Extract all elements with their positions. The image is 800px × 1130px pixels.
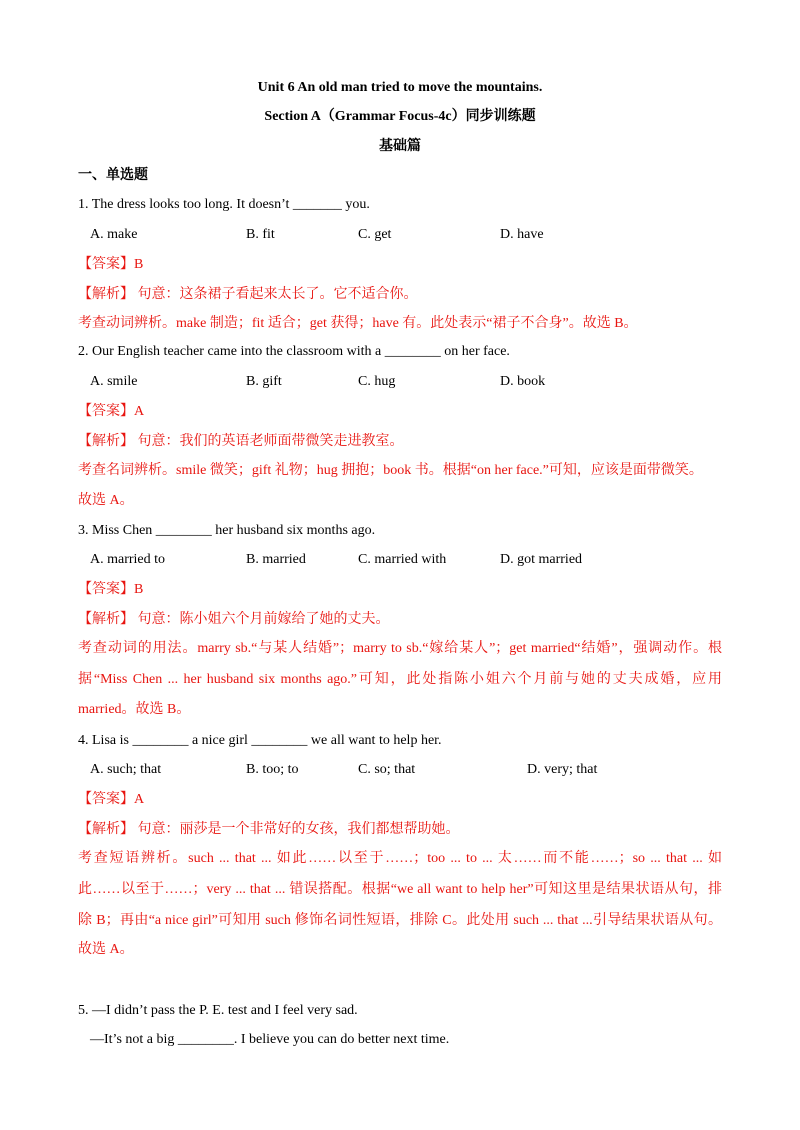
question-3-analysis-line: 【解析】 句意：陈小姐六个月前嫁给了她的丈夫。 xyxy=(78,612,390,627)
question-2-stem: 2. Our English teacher came into the classroom with a ________ on her face. xyxy=(78,344,510,359)
question-4-analysis-line: 【解析】 句意：丽莎是一个非常好的女孩，我们都想帮助她。 xyxy=(78,822,460,837)
question-2-analysis-line: 故选 A。 xyxy=(78,493,134,508)
question-4-analysis-line: 除 B；再由“a nice girl”可知用 such 修饰名词性短语，排除 C。此处用 such ... that ...引导结果状语从句。 xyxy=(78,913,722,928)
question-1-answer: 【答案】B xyxy=(78,257,144,272)
option-c: C. get xyxy=(358,227,392,242)
option-d: D. very; that xyxy=(527,762,598,777)
document-title: Unit 6 An old man tried to move the mountains. xyxy=(257,80,543,95)
option-d: D. have xyxy=(500,227,544,242)
question-4-analysis-line: 此……以至于……；very ... that ... 错误搭配。根据“we all want to help her”可知这里是结果状语从句，排 xyxy=(78,882,722,897)
question-3-answer: 【答案】B xyxy=(78,582,144,597)
question-1-analysis-line: 【解析】 句意：这条裙子看起来太长了。它不适合你。 xyxy=(78,287,418,302)
difficulty-level: 基础篇 xyxy=(379,139,421,154)
question-3-analysis-line: married。故选 B。 xyxy=(78,702,191,717)
question-4-analysis-line: 故选 A。 xyxy=(78,942,134,957)
option-b: B. gift xyxy=(246,374,282,389)
option-a: A. make xyxy=(90,227,138,242)
section-heading: 一、单选题 xyxy=(78,168,148,183)
option-c: C. so; that xyxy=(358,762,416,777)
question-5-stem-response: —It’s not a big ________. I believe you can do better next time. xyxy=(90,1032,450,1047)
option-c: C. hug xyxy=(358,374,396,389)
option-b: B. fit xyxy=(246,227,275,242)
question-2-answer: 【答案】A xyxy=(78,404,145,419)
option-b: B. married xyxy=(246,552,306,567)
option-c: C. married with xyxy=(358,552,447,567)
option-a: A. married to xyxy=(90,552,166,567)
option-b: B. too; to xyxy=(246,762,299,777)
question-4-answer: 【答案】A xyxy=(78,792,145,807)
document-subtitle: Section A（Grammar Focus-4c）同步训练题 xyxy=(264,109,536,124)
option-d: D. book xyxy=(500,374,546,389)
question-2-analysis-line: 考查名词辨析。smile 微笑；gift 礼物；hug 拥抱；book 书。根据“on her face.”可知，应该是面带微笑。 xyxy=(78,463,703,478)
question-1-analysis-line: 考查动词辨析。make 制造；fit 适合；get 获得；have 有。此处表示“裙子不合身”。故选 B。 xyxy=(78,316,638,331)
option-d: D. got married xyxy=(500,552,583,567)
question-3-stem: 3. Miss Chen ________ her husband six months ago. xyxy=(78,523,376,538)
question-4-stem: 4. Lisa is ________ a nice girl ________ we all want to help her. xyxy=(78,733,442,748)
question-4-analysis-line: 考查短语辨析。such ... that ... 如此……以至于……；too ... to ... 太……而不能……；so ... that ... 如 xyxy=(78,851,722,866)
question-3-analysis-line: 考查动词的用法。marry sb.“与某人结婚”；marry to sb.“嫁给某人”；get married“结婚”，强调动作。根 xyxy=(78,641,722,656)
question-3-analysis-line: 据“Miss Chen ... her husband six months ago.”可知，此处指陈小姐六个月前与她的丈夫成婚，应用 xyxy=(78,672,722,687)
question-1-stem: 1. The dress looks too long. It doesn’t _______ you. xyxy=(78,197,370,212)
option-a: A. such; that xyxy=(90,762,162,777)
option-a: A. smile xyxy=(90,374,138,389)
question-2-analysis-line: 【解析】 句意：我们的英语老师面带微笑走进教室。 xyxy=(78,434,404,449)
question-5-stem: 5. —I didn’t pass the P. E. test and I feel very sad. xyxy=(78,1003,358,1018)
